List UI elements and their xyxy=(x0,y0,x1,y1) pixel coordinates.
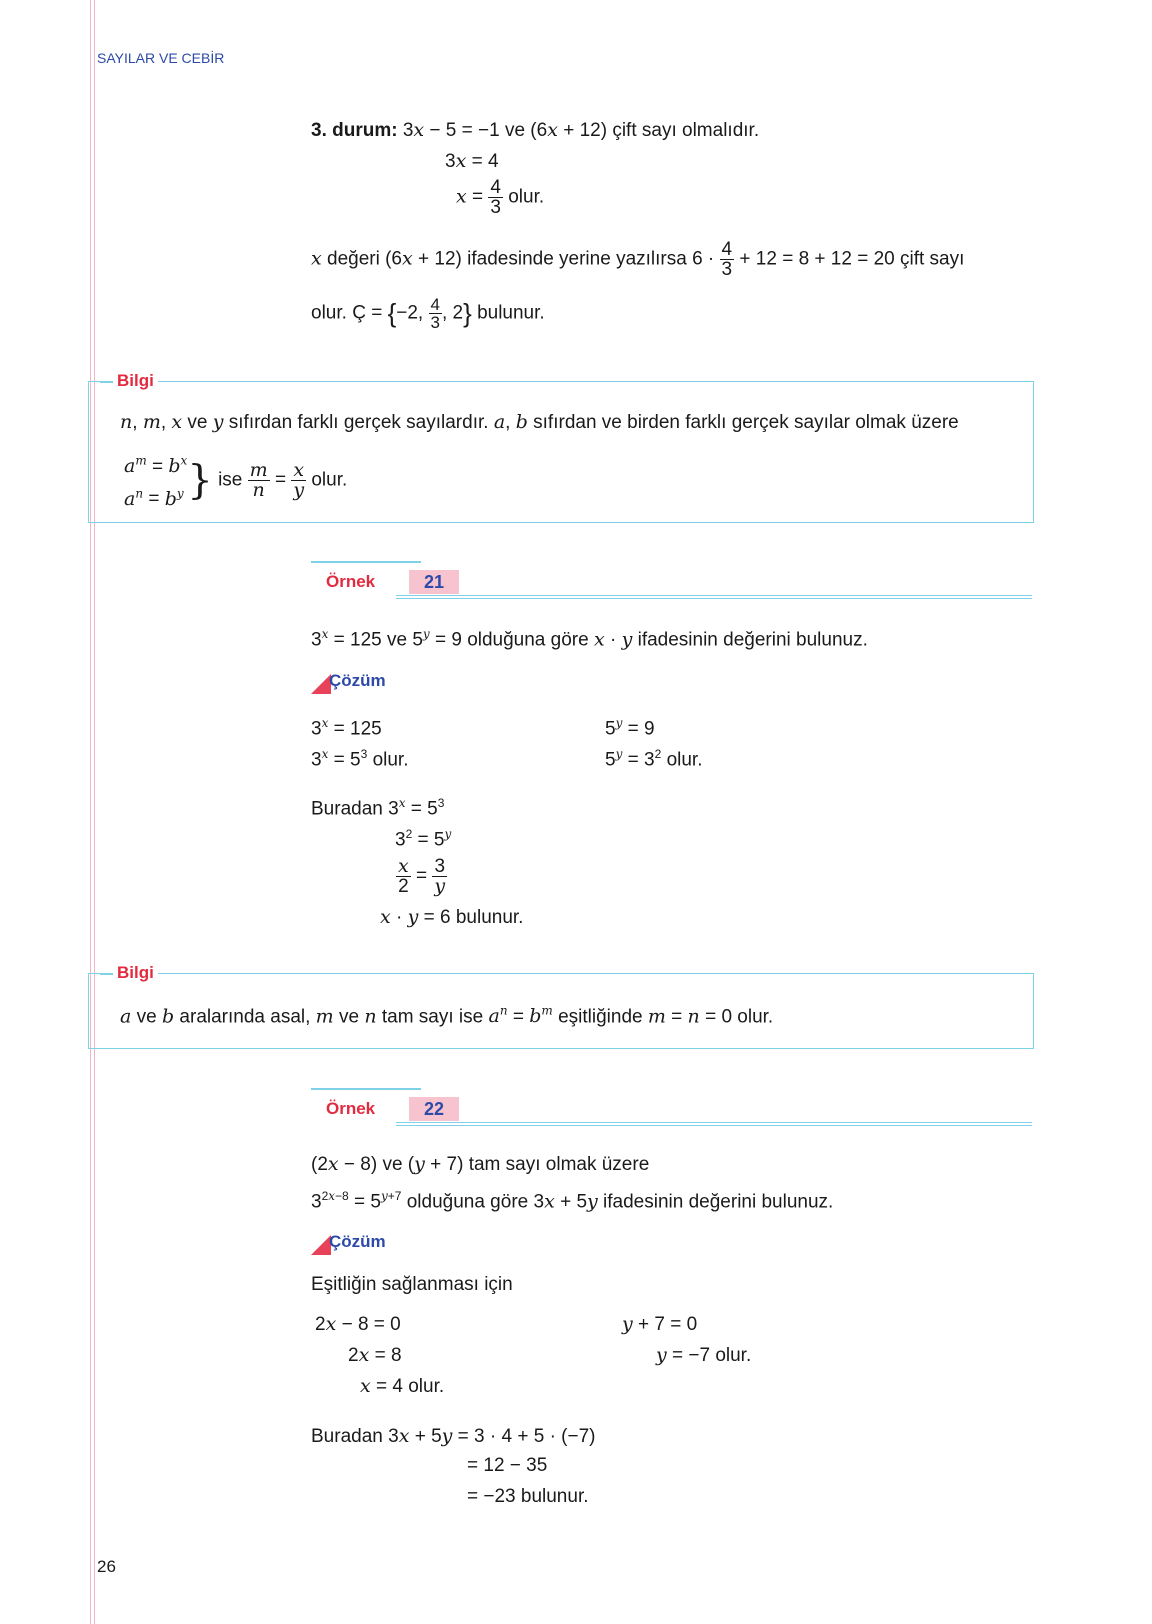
info-box-1-line1: n, m, x ve y sıfırdan farklı gerçek sayılardır. a, b sıfırdan ve birden farklı gerçek sayılar olmak üzere xyxy=(120,411,959,433)
left-margin-rule xyxy=(90,0,95,1624)
case3-solution-set: olur. Ç = {−2, $\frac{4}{3}$ , 2} bulunur. xyxy=(311,295,545,332)
example-22-condition: Eşitliğin sağlanması için xyxy=(311,1274,513,1295)
example-22-calc-1: Buradan 3x + 5y = 3 · 4 + 5 · (−7) xyxy=(311,1425,596,1447)
example-22-left-3: x = 4 olur. xyxy=(360,1375,445,1397)
example-21-left-2: $3^x = 5^3$ olur. xyxy=(311,747,409,771)
info-box-2-text: a ve b aralarında asal, m ve n tam sayı ise $a^n = b^m$ eşitliğinde m = n = 0 olur. xyxy=(120,1004,774,1028)
example-21-step-3: $\frac{x}{2}$ = $\frac{3}{y}$ xyxy=(398,855,446,897)
example-22-left-2: 2x = 8 xyxy=(348,1344,402,1366)
example-22-question-2: $3^{2x-8} = 5^{y+7}$ olduğuna göre 3x + 5y ifadesinin değerini bulunuz. xyxy=(311,1189,834,1213)
example-21-right-1: 5$^y$ = 9 xyxy=(605,716,655,740)
example-21-step-2: $3^2 = 5^y$ xyxy=(395,827,452,851)
example-22-calc-2: = 12 − 35 xyxy=(467,1455,548,1476)
example-22-number: 22 xyxy=(409,1097,459,1121)
info-box-1-title: Bilgi xyxy=(113,371,158,391)
solution-marker-icon xyxy=(311,674,331,694)
example-21-solution-label: Çözüm xyxy=(329,671,386,690)
info-box-2-title: Bilgi xyxy=(113,963,158,983)
section-header: SAYILAR VE CEBİR xyxy=(97,50,225,66)
example-21-right-2: $5^y = 3^2$ olur. xyxy=(605,747,703,771)
info-box-1-formula: $a^m = b^x$ $a^n = b^y$} ise $\frac{m}{n}$ = $\frac{x}{y}$ olur. xyxy=(124,454,348,510)
case3-substitution: x değeri (6x + 12) ifadesinde yerine yazılırsa 6 · $\frac{4}{3}$ + 12 = 8 + 12 = 20 çift sayı xyxy=(311,239,965,280)
example-22-left-1: 2x − 8 = 0 xyxy=(315,1313,401,1335)
case3-label: 3. durum: xyxy=(311,120,398,141)
example-21-number: 21 xyxy=(409,570,459,594)
case3-line2: 3x = 4 xyxy=(445,150,499,172)
example-22-label: Örnek xyxy=(326,1099,376,1118)
example-21-result: x · y = 6 bulunur. xyxy=(380,906,524,928)
example-21-left-1: 3$^x$ = 125 xyxy=(311,716,382,740)
case3-line1: 3. durum: 3x − 5 = −1 ve (6x + 12) çift sayı olmalıdır. xyxy=(311,119,760,141)
example-21-label: Örnek xyxy=(326,572,376,591)
page-number: 26 xyxy=(97,1557,116,1576)
example-22-right-2: y = −7 olur. xyxy=(656,1344,752,1366)
example-22-calc-3: = −23 bulunur. xyxy=(467,1486,589,1507)
example-22-solution-label: Çözüm xyxy=(329,1232,386,1251)
case3-line3: x = $\frac{4}{3}$ olur. xyxy=(456,177,545,218)
example-22-right-1: y + 7 = 0 xyxy=(622,1313,698,1335)
solution-marker-icon xyxy=(311,1235,331,1255)
example-22-question-1: (2x − 8) ve (y + 7) tam sayı olmak üzere xyxy=(311,1153,650,1175)
example-21-question: $3^x = 125$ ve $5^y = 9$ olduğuna göre x · y ifadesinin değerini bulunuz. xyxy=(311,627,868,651)
example-21-step-1: Buradan $3^x = 5^3$ xyxy=(311,796,445,820)
